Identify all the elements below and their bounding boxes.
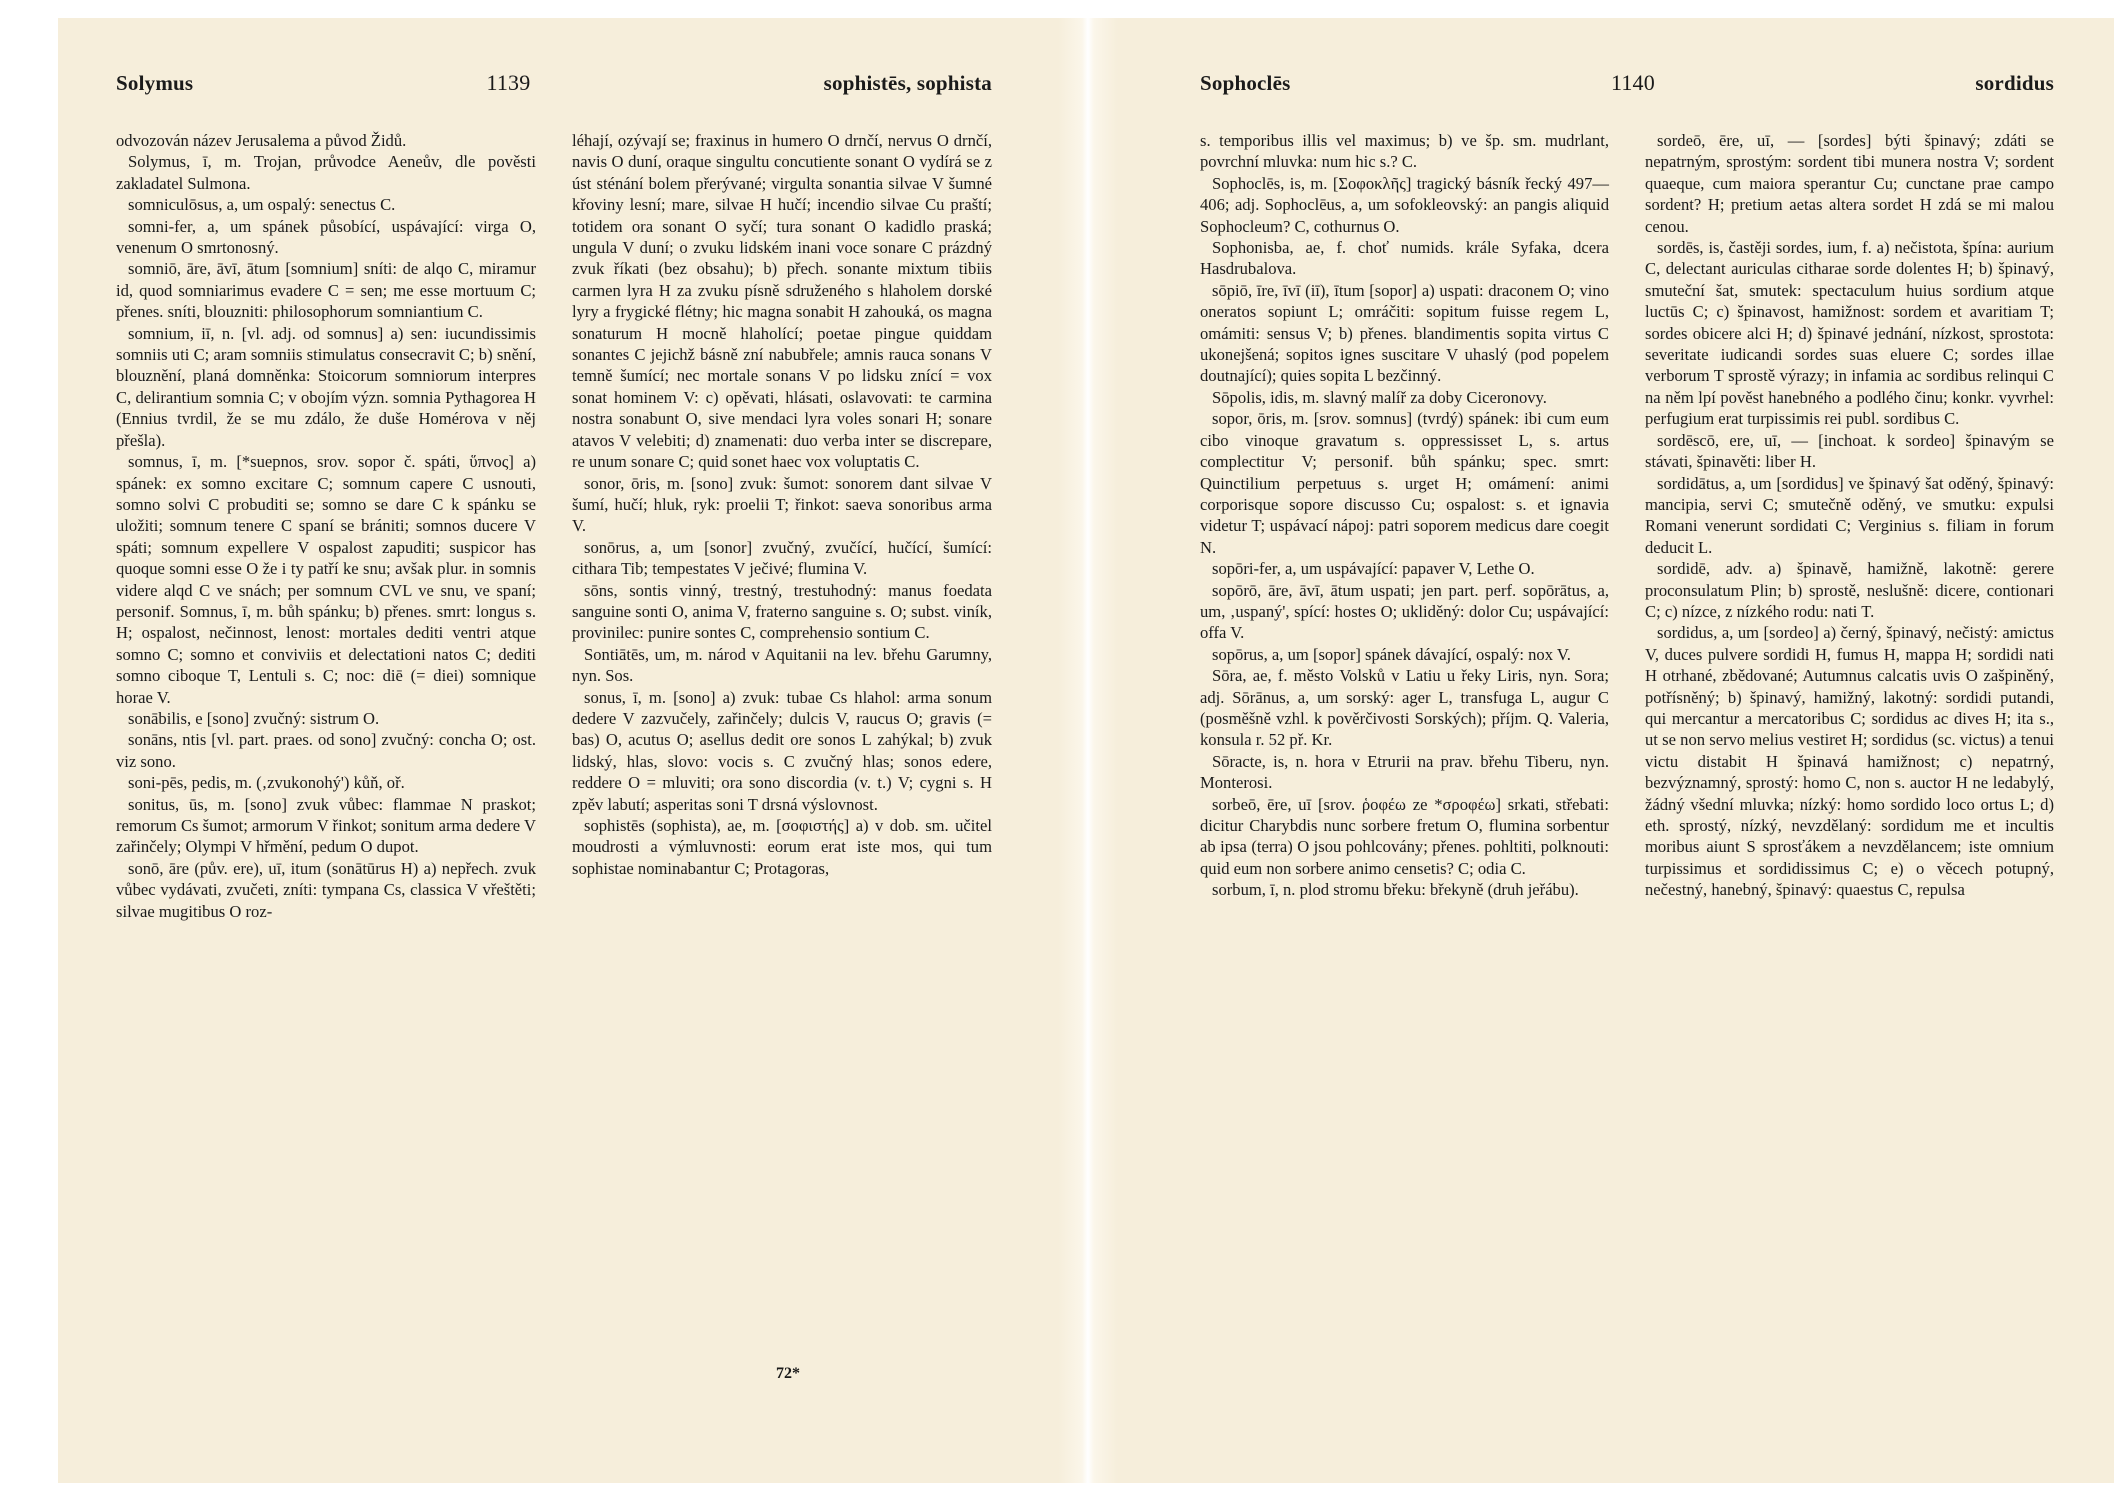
book-gutter	[1058, 18, 1118, 1483]
guide-word-last: sordidus	[1975, 71, 2054, 95]
dictionary-entry: sōns, sontis vinný, trestný, trestuhodný: manus foedata sanguine sonti O, anima V, fraterno sanguine s. O; subst. viník, provinilec: punire sontes C, comprehensio sontium C.	[572, 580, 992, 643]
dictionary-entry: sonō, āre (pův. ere), uī, itum (sonātūrus H) a) nepřech. zvuk vůbec vydávati, zvučeti, zníti: tympana Cs, classica V vřeštěti; silvae mugitibus O roz-	[116, 858, 536, 921]
dictionary-entry: Sophonisba, ae, f. choť numids. krále Syfaka, dcera Hasdrubalova.	[1200, 238, 1609, 279]
dictionary-entry: odvozován název Jerusalema a původ Židů.	[116, 131, 407, 150]
dictionary-entry: sophistēs (sophista), ae, m. [σοφιστής] a) v dob. sm. učitel moudrosti a výmluvnosti: eorum erat iste mos, qui tum sophistae nominabantur C; Protagoras,	[572, 816, 992, 878]
dictionary-entry: sordidātus, a, um [sordidus] ve špinavý šat oděný, špinavý: mancipia, servi C; smutečně oděný, ve smutku: expulsi Romani venerunt sordidati C; Verginius s. filiam in forum deducit L.	[1645, 473, 2054, 557]
dictionary-entry: sordidus, a, um [sordeo] a) černý, špinavý, nečistý: amictus V, duces pulvere sordidi H, fumus H, mappa H; sordidi nati H otrhané, zbědované; Autumnus calcatis uvis O zašpiněný, potřísněný; b) špinavý, hamižný, lakotný: sordidi putandi, qui mercantur a mercatoribus C; sordidus ac dives H; ita s., ut se non servo melius vestiret H; sordidus (sc. victus) a tenui victu distabit H špinavá hamižnost; c) nepatrný, bezvýznamný, sprostý: homo C, non s. auctor H ne ledabylý, žádný všední mluvka; nízký: homo sordido loco ortus L; d) eth. sprostý, nízký, nevzdělaný: sordidum me et incultis moribus aiunt S sprosťákem a nevzdělancem; iste omnium turpissimus et sordidissimus C; e) o věcech potupný, nečestný, hanebný, špinavý: quaestus C, repulsa	[1645, 623, 2054, 900]
dictionary-entry: somnus, ī, m. [*suepnos, srov. sopor č. spáti, ὕπνος] a) spánek: ex somno excitare C; somnum capere C usnouti, somno solvi C probuditi se; somno se dare C k spánku se uložiti; somnum tenere C spaní se brániti; somnos ducere V spáti; somnum expellere V ospalost zapuditi; suspicor has quoque somni esse O že i ty patří ke snu; avšak plur. in somnis videre alqd C ve snách; per somnum CVL ve snu, ve spaní; personif. Somnus, ī, m. bůh spánku; b) přenes. smrt: longus s. H; ospalost, nečinnost, lenost: mortales dediti ventri atque somno C; somno et conviviis et delectationi natos C; dediti somno ciboque T, Lentuli s. C; noc: diē (= diei) somnique horae V.	[116, 452, 536, 707]
dictionary-entry: sonitus, ūs, m. [sono] zvuk vůbec: flammae N praskot; remorum Cs šumot; armorum V řinkot; sonitum arma dedere V zařinčely; Olympi V hřmění, pedum O dupot.	[116, 794, 536, 857]
guide-word-last: sophistēs, sophista	[823, 71, 992, 95]
dictionary-entry: sorbum, ī, n. plod stromu břeku: břekyně (druh jeřábu).	[1212, 880, 1579, 900]
left-page	[58, 18, 1058, 1483]
dictionary-entry: Sōra, ae, f. město Volsků v Latiu u řeky Liris, nyn. Sora; adj. Sōrānus, a, um sorský: ager L, transfuga L, augur C (posměšně vzhl. k pověrčivosti Sorských); příjm. Q. Valeria, konsula r. 52 př. Kr.	[1200, 666, 1609, 750]
dictionary-entry: Sōracte, is, n. hora v Etrurii na prav. břehu Tiberu, nyn. Monterosi.	[1200, 751, 1609, 793]
dictionary-entry: sonāns, ntis [vl. part. praes. od sono] zvučný: concha O; ost. viz sono.	[116, 730, 536, 771]
dictionary-entry: Sophoclēs, is, m. [Σοφοκλῆς] tragický básník řecký 497—406; adj. Sophoclēus, a, um sofokleovský: an pangis aliquid Sophocleum? C, cothurnus O.	[1200, 173, 1609, 236]
guide-word-first: Solymus	[116, 71, 194, 95]
dictionary-entry: sonor, ōris, m. [sono] zvuk: šumot: sonorem dant silvae V šumí, hučí; hluk, ryk: proelii T; řinkot: saeva sonoribus arma V.	[572, 473, 992, 536]
dictionary-entry: somnium, iī, n. [vl. adj. od somnus] a) sen: iucundissimis somniis uti C; aram somniis stimulatus consecravit C; b) snění, blouznění, planá domněnka: Stoicorum somniorum interpres C, delirantium somnia C; v obojím význ. somnia Pythagorea H (Ennius tvrdil, že se mu zdálo, že duše Homérova v něj přešla).	[116, 323, 536, 450]
dictionary-entry: Sōpolis, idis, m. slavný malíř za doby Ciceronovy.	[1212, 387, 1547, 407]
dictionary-entry: sordēs, is, častěji sordes, ium, f. a) nečistota, špína: aurium C, delectant auriculas citharae sorde dolentes H; b) špinavý, smuteční šat, smutek: spectaculum huius sordium atque luctūs C; c) špinavost, hamižnost: sordem et avaritiam T; sordes obicere alci H; d) špinavé jednání, nízkost, sprostota: severitate iudicandi sordes suas eluere C; sordes illae verborum T sprostě výrazy; in infamia ac sordibus relinqui C na něm lpí pověst hanebného a podlého činu; konkr. vyvrhel: perfugium erat turpissimis rei publ. sordibus C.	[1645, 238, 2054, 429]
dictionary-entry: sōpiō, īre, īvī (iī), ītum [sopor] a) uspati: draconem O; vino oneratos sopiunt L; omráčiti: sopitum fuisse regem L, omámiti: sensus V; b) přenes. blandimentis sopita virtus C ukonejšená; sopitos ignes suscitare V uhaslý (pod popelem doutnající); quies sopita L bezčinný.	[1200, 280, 1609, 386]
dictionary-entry: somni-fer, a, um spánek působící, uspávající: virga O, venenum O smrtonosný.	[116, 216, 536, 258]
signature-mark	[58, 1365, 1058, 1383]
dictionary-entry: sordeō, ēre, uī, — [sordes] býti špinavý; zdáti se nepatrným, sprostým: sordent tibi munera nostra V; sordent quaeque, cum maiora sperantur Cu; cunctane prae campo sordent? H; pretium aetas altera sordet H zdá se mi malou cenou.	[1645, 131, 2054, 236]
dictionary-entry: Solymus, ī, m. Trojan, průvodce Aeneův, dle pověsti zakladatel Sulmona.	[116, 152, 536, 193]
page-number: 1140	[1610, 70, 1655, 95]
dictionary-entry: sordidē, adv. a) špinavě, hamižně, lakotně: gerere proconsulatum Plin; b) sprostě, neslušně: dicere, contionari C; c) nízce, z nízkého rodu: nati T.	[1645, 559, 2054, 621]
dictionary-entry: sopor, ōris, m. [srov. somnus] (tvrdý) spánek: ibi cum eum cibo vinoque gravatum s. oppressisset L, s. artus complectitur V; personif. bůh spánku; spec. smrt: Quinctilium perpetuus s. urget H; omámení: animi corporisque sopore discusso Cu; ospalost: s. et ignavia videtur T; uspávací nápoj: patri soporem medicus dare coegit N.	[1200, 409, 1609, 557]
dictionary-entry: soni-pēs, pedis, m. (‚zvukonohý') kůň, oř.	[128, 773, 405, 793]
column-1	[1200, 130, 1609, 901]
dictionary-entry: sopōri-fer, a, um uspávající: papaver V, Lethe O.	[1212, 559, 1535, 579]
text-columns	[1200, 130, 2054, 901]
column-2	[1645, 130, 2054, 901]
dictionary-entry: sordēscō, ere, uī, — [inchoat. k sordeo] špinavým se stávati, špinavěti: liber H.	[1645, 430, 2054, 472]
right-page	[1118, 18, 2114, 1483]
column-1	[116, 130, 536, 922]
running-head-left	[116, 70, 992, 130]
dictionary-entry: sorbeō, ēre, uī [srov. ῥοφέω ze *σροφέω] srkati, střebati: dicitur Charybdis nunc sorbere fretum O, flumina sorbentur ab ipsa (terra) O jsou pohlcovány; přenes. pohltiti, polknouti: quid eum non sorbere animo censetis? C; odia C.	[1200, 794, 1609, 878]
dictionary-entry: somniculōsus, a, um ospalý: senectus C.	[128, 195, 396, 215]
text-columns	[116, 130, 992, 922]
dictionary-entry: s. temporibus illis vel maximus; b) ve šp. sm. mudrlant, povrchní mluvka: num hic s.? C.	[1200, 131, 1609, 172]
dictionary-entry: sopōrus, a, um [sopor] spánek dávající, ospalý: nox V.	[1212, 644, 1571, 664]
dictionary-entry: Sontiātēs, um, m. národ v Aquitanii na lev. břehu Garumny, nyn. Sos.	[572, 644, 992, 686]
dictionary-entry: sopōrō, āre, āvī, ātum uspati; jen part. perf. sopōrātus, a, um, ‚uspaný', spící: hostes O; ukliděný: dolor Cu; uspávající: offa V.	[1200, 580, 1609, 643]
dictionary-entry: sonus, ī, m. [sono] a) zvuk: tubae Cs hlahol: arma sonum dedere V zazvučely, zařinčely; dulcis V, raucus O; gravis (= bas) O, acutus O; asellus dedit ore sonos L zahýkal; b) zvuk lidský, hlas, slovo: vocis s. C zvučný hlas; sonos edere, reddere O = mluviti; ora sono discordia (v. t.) V; cygni s. H zpěv labutí; asperitas soni T drsná výslovnost.	[572, 687, 992, 814]
dictionary-entry: sonābilis, e [sono] zvučný: sistrum O.	[128, 708, 380, 728]
column-2	[572, 130, 992, 922]
dictionary-entry: léhají, ozývají se; fraxinus in humero O drnčí, nervus O drnčí, navis O duní, oraque singultu concutiente sonant O vydírá se z úst sténání bolem přerývané; virgulta sonantia silvae V šumné křoviny lesní; mare, silvae H hučí; incendio silvae Cu praští; totidem ora sonant O syčí; tura sonant O kadidlo praská; ungula V duní; o zvuku lidském inani voce sonare C prázdný zvuk říkati (bez obsahu); b) přech. sonante mixtum tibiis carmen lyra H za zvuku písně sdruženého s hlaholem dorské lyry a frygické flétny; hic magna sonabit H zahouká, os magna sonaturum H mocně hlaholící; poetae pingue quiddam sonantes C jejichž básně zní nabubřele; amnis rauca sonans V temně šumící; nec mortale sonans V po lidsku znící = vox sonat hominem V: c) opěvati, hlásati, oslavovati: te carmina nostra sonabunt O, sive mendaci lyra voles sonari H; sonare atavos V velebiti; d) znamenati: duo verba inter se discrepare, re unum sonare C; quid sonet haec vox voluptatis C.	[572, 131, 992, 472]
page-number: 1139	[486, 70, 531, 95]
running-head-right	[1200, 70, 2054, 130]
dictionary-entry: somniō, āre, āvī, ātum [somnium] sníti: de alqo C, miramur id, quod somniarimus evadere C = sen; me esse mortuum C; přenes. sníti, blouzniti: philosophorum somniantium C.	[116, 259, 536, 322]
dictionary-entry: sonōrus, a, um [sonor] zvučný, zvučící, hučící, šumící: cithara Tib; tempestates V ječivé; flumina V.	[572, 537, 992, 579]
signature-text: 72*	[776, 1365, 800, 1382]
guide-word-first: Sophoclēs	[1200, 71, 1291, 95]
